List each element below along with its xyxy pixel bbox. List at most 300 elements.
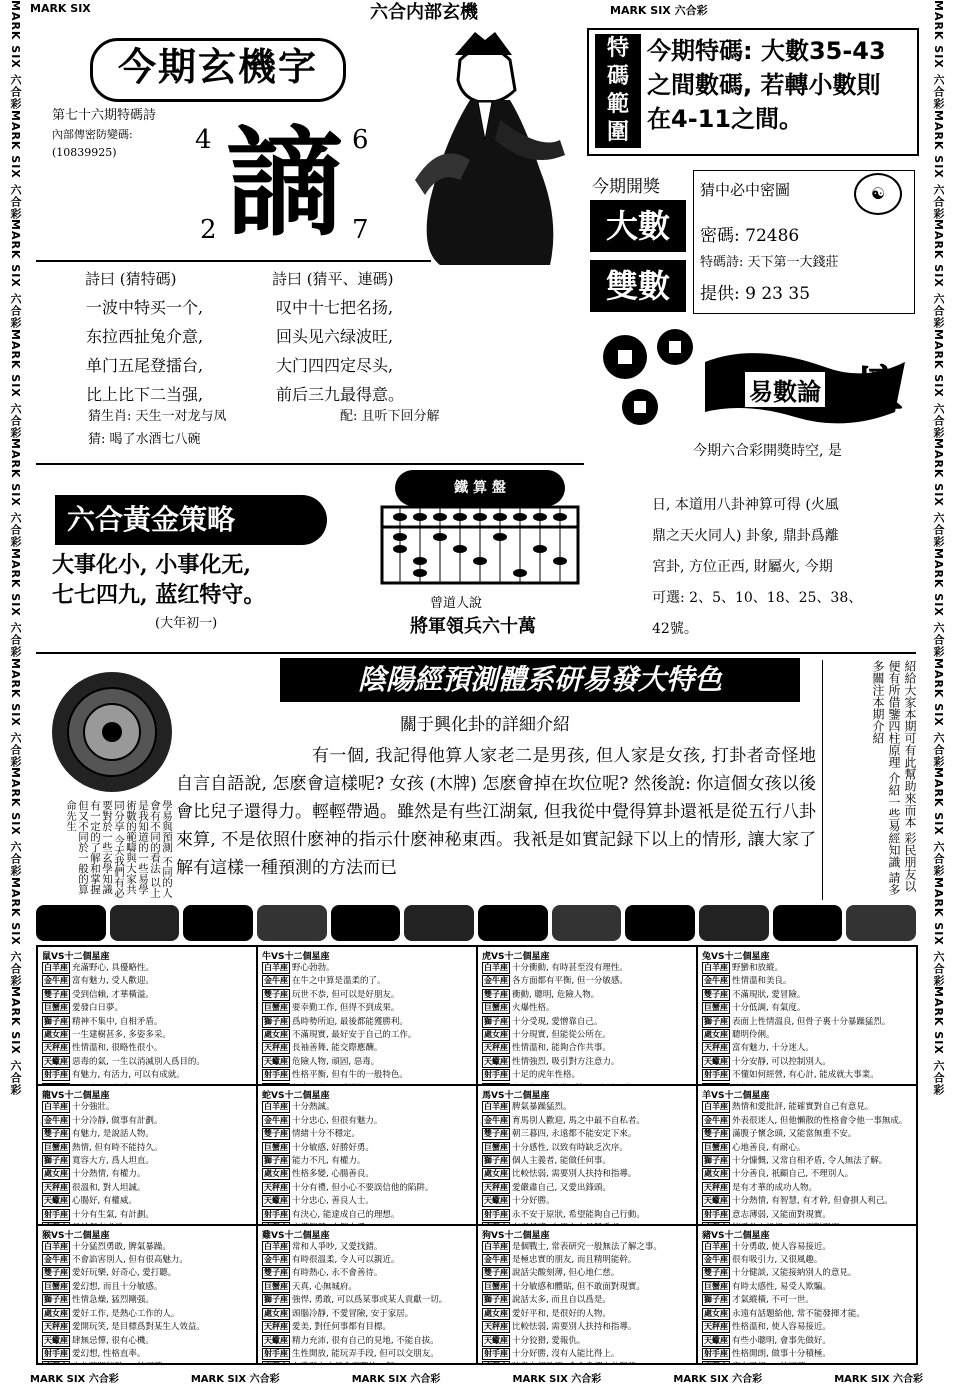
star-sign-desc: 長袖善舞, 能交際應酬。 [292, 1043, 383, 1054]
zodiac-row [482, 1241, 692, 1254]
zodiac-row [262, 1042, 472, 1055]
star-sign-desc: 玩世不恭, 但可以是好朋友。 [292, 989, 400, 1000]
star-sign-label: 射手座 [264, 1070, 288, 1080]
zodiac-cell-title: 鼠VS十二個星座 [42, 952, 110, 962]
zodiac-row [482, 1348, 692, 1361]
star-sign-desc: 十分猛烈勇敢, 脾氣暴躁。 [72, 1241, 171, 1252]
special-range-label [595, 34, 641, 148]
zodiac-cell-title: 牛VS十二個星座 [262, 952, 330, 962]
star-sign-desc: 十分熱誠。 [292, 1102, 335, 1113]
zodiac-row [702, 1042, 912, 1055]
pair-hint: 配: 且听下回分解 [340, 409, 440, 424]
star-sign-label: 天蠍座 [484, 1196, 508, 1206]
star-sign-label: 天秤座 [264, 1322, 288, 1332]
star-sign-label: 處女座 [484, 1169, 508, 1179]
guess-hint: 猜: 喝了水酒七八碗 [88, 432, 201, 447]
star-sign-desc: 衝動, 聰明, 危險人物。 [512, 989, 600, 1000]
zodiac-cell [257, 1225, 477, 1364]
zodiac-row [702, 1195, 912, 1208]
star-sign-label: 雙子座 [484, 1268, 508, 1278]
zodiac-row [262, 1101, 472, 1114]
zodiac-cell-title: 猴VS十二個星座 [42, 1230, 110, 1241]
star-sign-label: 射手座 [264, 1209, 288, 1219]
star-sign-desc: 心腸好, 有權威。 [72, 1196, 137, 1207]
star-sign-desc: 頭腦冷靜, 不愛冒險, 安于家居。 [292, 1308, 414, 1319]
star-sign-label: 射手座 [44, 1348, 68, 1358]
zodiac-row [702, 1321, 912, 1334]
star-sign-desc: 十分好勝。 [512, 1196, 555, 1207]
star-sign-desc: 十分有禮, 但小心不要誤信他的陷阱。 [292, 1182, 434, 1193]
star-sign-desc: 很有吸引力, 又很風趣。 [732, 1255, 823, 1266]
abacus-illustration [380, 505, 580, 585]
left-strip-label: MARK SIX 六合彩 [9, 876, 22, 987]
star-sign-label: 獅子座 [264, 1016, 288, 1026]
star-sign-label: 雙子座 [484, 1129, 508, 1139]
star-sign-desc: 一生建樹甚多, 多姿多采。 [72, 1030, 171, 1041]
star-sign-desc: 十分強壯。 [72, 1102, 115, 1113]
zodiac-icon [183, 905, 253, 941]
star-sign-desc: 野心勃勃。 [292, 963, 335, 973]
zodiac-row [702, 1182, 912, 1195]
zodiac-row [482, 1321, 692, 1334]
star-sign-desc: 愛嚴肅自己, 又愛出鋒頭。 [512, 1182, 611, 1193]
zodiac-cell [37, 946, 257, 1085]
yishu-title: 易數論 [745, 372, 825, 407]
star-sign-label: 天蠍座 [44, 1056, 68, 1066]
left-strip-label: MARK SIX 六合彩 [9, 0, 22, 110]
zodiac-cell-title: 兔VS十二個星座 [702, 952, 770, 962]
star-sign-desc: 有些小聰明, 會事先做好。 [732, 1335, 831, 1346]
star-sign-desc: 十分熱情, 有智慧, 有才幹, 但會損人利己。 [732, 1196, 893, 1207]
zodiac-row [702, 1056, 912, 1069]
star-sign-label: 處女座 [704, 1030, 728, 1040]
zodiac-row [482, 1155, 692, 1168]
zodiac-row [42, 1069, 252, 1082]
star-sign-desc: 十分冷靜, 做事有計劃。 [72, 1115, 163, 1126]
zodiac-row [262, 1348, 472, 1361]
star-sign-label [482, 1361, 510, 1364]
star-sign-desc: 才氣縱橫, 不可一世。 [732, 1295, 814, 1306]
star-sign-desc: 永不安于原狀, 希望能夠自己行動。 [512, 1209, 645, 1220]
star-sign-desc: 強悍, 勇敢, 可以爲某事或某人貢獻一切。 [292, 1295, 448, 1306]
zodiac-cell [257, 1085, 477, 1224]
zodiac-row [482, 1142, 692, 1155]
zodiac-row [262, 1195, 472, 1208]
star-sign-label: 獅子座 [44, 1016, 68, 1026]
secret-chart-icon: ☯ [854, 173, 902, 215]
zodiac-row [42, 1254, 252, 1267]
star-sign-label: 天秤座 [704, 1043, 728, 1053]
zodiac-cell-title: 雞VS十二個星座 [262, 1230, 330, 1241]
star-sign-label: 獅子座 [704, 1295, 728, 1305]
star-sign-label: 獅子座 [484, 1016, 508, 1026]
zodiac-row [262, 1069, 472, 1082]
zodiac-row [702, 1002, 912, 1015]
star-sign-desc: 愛好玩樂, 好奇心, 愛打聽。 [72, 1268, 177, 1279]
zodiac-icon [846, 905, 916, 941]
star-sign-label: 天蠍座 [484, 1056, 508, 1066]
star-sign-desc: 是極忠實的朋友, 而且精明能幹。 [512, 1255, 637, 1266]
star-sign-desc: 各方面都有平衡, 但一分敏感。 [512, 976, 628, 987]
star-sign-desc: 愛幻想, 性格直率。 [72, 1348, 146, 1359]
star-sign-desc: 十分熱情, 有權力。 [72, 1169, 146, 1180]
star-sign-desc: 火爆性格。 [512, 1003, 555, 1014]
phone-number: (10839925) [52, 146, 117, 159]
zodiac-row [482, 1361, 692, 1364]
star-sign-label: 天蠍座 [704, 1196, 728, 1206]
star-sign-label: 天蠍座 [264, 1196, 288, 1206]
star-sign-desc: 生性開放, 能玩弄手段, 但可以交朋友。 [292, 1348, 439, 1359]
star-sign-desc: 精力充沛, 很有自己的見地, 不能自拔。 [292, 1335, 439, 1346]
star-sign-desc: 性格多變, 心腸善良。 [292, 1169, 374, 1180]
star-sign-label: 射手座 [484, 1348, 508, 1358]
star-sign-label [262, 1361, 290, 1364]
poem-head-special: 詩曰 (猜特碼) [85, 270, 177, 288]
star-sign-label: 金牛座 [484, 976, 508, 986]
star-sign-label: 白羊座 [264, 1241, 288, 1251]
mystery-word-title: 今期玄機字 [117, 44, 318, 89]
zodiac-row [262, 1128, 472, 1141]
zodiac-row [262, 975, 472, 988]
star-sign-label: 金牛座 [44, 976, 68, 986]
star-sign-label: 獅子座 [484, 1295, 508, 1305]
abacus-line: 將軍領兵六十萬 [410, 616, 536, 637]
zodiac-row [262, 1142, 472, 1155]
yishu-text-line: 42號。 [652, 621, 698, 637]
zodiac-cell [697, 1085, 917, 1224]
bottom-brand-strip [30, 1370, 923, 1388]
zodiac-row [702, 1016, 912, 1029]
inner-code-label: 內部傳密防變碼: [52, 128, 133, 141]
star-sign-label: 金牛座 [704, 976, 728, 986]
star-sign-desc: 說話太多, 而且自以爲是。 [512, 1295, 611, 1306]
guess-zodiac: 猜生肖: 天生一对龙与凤 [88, 409, 227, 424]
star-sign-desc: 熱情, 但有時不能持久。 [72, 1142, 163, 1153]
range-label-char: 範 [606, 91, 629, 117]
right-strip-label: MARK SIX 六合彩 [932, 438, 945, 549]
poem-line: 前后三九最得意。 [276, 385, 405, 404]
top-right-label: MARK SIX 六合彩 [610, 4, 708, 17]
zodiac-cell-title: 羊VS十二個星座 [702, 1091, 770, 1102]
star-sign-label: 金牛座 [44, 1255, 68, 1265]
left-strip-label: MARK SIX 六合彩 [9, 438, 22, 549]
zodiac-row [702, 1294, 912, 1307]
left-strip-label: MARK SIX 六合彩 [9, 219, 22, 329]
zodiac-row [702, 1361, 912, 1364]
star-sign-desc: 性格溫和, 使人容易接近。 [732, 1322, 831, 1333]
article-banner: 陰陽經預測體系研易發大特色 [280, 658, 800, 702]
right-strip-label: MARK SIX 六合彩 [932, 767, 945, 877]
star-sign-label: 白羊座 [484, 1241, 508, 1251]
star-sign-desc: 不會諂害別人, 但有很高魅力。 [72, 1255, 188, 1266]
zodiac-row [42, 1016, 252, 1029]
zodiac-row [702, 1155, 912, 1168]
star-sign-label: 天秤座 [484, 1043, 508, 1053]
star-sign-label: 射手座 [704, 1209, 728, 1219]
star-sign-label: 天秤座 [264, 1182, 288, 1192]
star-sign-desc: 惡毒的氣, 一生以消滅別人爲目的。 [72, 1056, 205, 1067]
star-sign-label: 射手座 [704, 1070, 728, 1080]
zodiac-cell-title: 馬VS十二個星座 [482, 1091, 550, 1102]
star-sign-label: 天秤座 [484, 1182, 508, 1192]
star-sign-desc: 十分有生氣, 有計劃。 [72, 1209, 154, 1220]
zodiac-row [702, 1308, 912, 1321]
star-sign-label: 天蠍座 [44, 1335, 68, 1345]
star-sign-label: 巨蟹座 [44, 1003, 68, 1013]
star-sign-label: 處女座 [484, 1030, 508, 1040]
zodiac-row [42, 1182, 252, 1195]
star-sign-desc: 天真, 心無城府。 [292, 1281, 357, 1292]
zodiac-row [42, 1002, 252, 1015]
star-sign-label: 天秤座 [484, 1322, 508, 1332]
zodiac-icon-bar [36, 905, 916, 941]
left-brand-strip [0, 0, 30, 1391]
star-sign-label: 處女座 [484, 1308, 508, 1318]
left-strip-label: MARK SIX 六合彩 [9, 548, 22, 658]
right-strip-label: MARK SIX 六合彩 [932, 986, 945, 1097]
special-poem: 特碼詩: 天下第一大錢莊 [700, 255, 839, 270]
left-strip-label: MARK SIX 六合彩 [9, 657, 22, 768]
poem-line: 大门四四定尽头, [276, 356, 394, 375]
star-sign-desc: 是個戰士, 常表研究一般無法了解之事。 [512, 1241, 662, 1252]
star-sign-desc: 十分忠心, 善良人士。 [292, 1196, 374, 1207]
zodiac-row [482, 1335, 692, 1348]
star-sign-label: 金牛座 [264, 976, 288, 986]
zodiac-icon [773, 905, 843, 941]
star-sign-label: 白羊座 [484, 1102, 508, 1112]
poem-right-column [276, 293, 404, 409]
zodiac-cell [477, 946, 697, 1085]
star-sign-desc: 比較怯弱, 需要別人扶持和指導。 [512, 1322, 637, 1333]
star-sign-desc: 愛幻想, 而且十分敏感。 [72, 1281, 163, 1292]
zodiac-cell [257, 946, 477, 1085]
zodiac-row [482, 1182, 692, 1195]
star-sign-label: 巨蟹座 [704, 1142, 728, 1152]
zodiac-icon [36, 905, 106, 941]
star-sign-label: 金牛座 [484, 1255, 508, 1265]
zodiac-row [482, 1029, 692, 1042]
zodiac-row [262, 1182, 472, 1195]
top-center-title: 六合内部玄機 [370, 2, 478, 23]
zodiac-row [42, 962, 252, 975]
divider [36, 652, 916, 654]
star-sign-desc: 很溫和, 對人坦誠。 [72, 1182, 146, 1193]
star-sign-label: 巨蟹座 [44, 1142, 68, 1152]
zodiac-row [702, 1115, 912, 1128]
zodiac-row [42, 1029, 252, 1042]
star-sign-label: 獅子座 [264, 1295, 288, 1305]
star-sign-desc: 要幸勤工作, 但得不到成果。 [292, 1003, 400, 1014]
star-sign-label: 天蠍座 [704, 1335, 728, 1345]
star-sign-label: 天秤座 [44, 1322, 68, 1332]
star-sign-desc: 滿腹子懷念頭, 又能當無重不安。 [732, 1129, 857, 1140]
article-side-right: 紹給大家本期可有此幫助來而本 彩民朋友以便有所借鑒四柱原理 介紹一些易經知識 請多多關注本期介紹 [822, 660, 918, 900]
star-sign-desc: 受到信賴, 才華橫溢。 [72, 989, 154, 1000]
open-label: 今期開獎 [592, 177, 660, 197]
star-sign-label: 金牛座 [704, 1115, 728, 1125]
star-sign-desc: 十分低調, 有氣度。 [732, 1003, 806, 1014]
star-sign-label: 射手座 [44, 1209, 68, 1219]
star-sign-desc: 十分現實, 但能從公所在。 [512, 1030, 611, 1041]
zodiac-row [262, 1241, 472, 1254]
star-sign-desc: 有時熱心, 永不會善待。 [292, 1268, 383, 1279]
star-sign-label: 白羊座 [44, 1102, 68, 1112]
zodiac-cell [697, 946, 917, 1085]
poem-line: 单门五尾登擂台, [86, 356, 204, 375]
star-sign-desc: 十分健談, 又能接納別人的意見。 [732, 1268, 857, 1279]
star-sign-label: 天秤座 [704, 1322, 728, 1332]
star-sign-desc: 寬容大方, 爲人坦直。 [72, 1155, 154, 1166]
star-sign-desc: 精神不集中, 自相矛盾。 [72, 1016, 163, 1027]
poem-head-plain: 詩曰 (猜平、連碼) [272, 270, 394, 288]
zodiac-row [482, 1168, 692, 1181]
star-sign-desc: 十分敏感, 好勝好勇。 [292, 1142, 374, 1153]
star-sign-label: 白羊座 [704, 1102, 728, 1112]
zodiac-row [262, 1321, 472, 1334]
star-sign-label: 雙子座 [264, 1129, 288, 1139]
zodiac-row [262, 1002, 472, 1015]
right-strip-label: MARK SIX 六合彩 [932, 548, 945, 658]
zodiac-row [482, 1308, 692, 1321]
star-sign-desc: 有時太感性, 易受人欺騙。 [732, 1281, 831, 1292]
star-sign-label: 金牛座 [44, 1115, 68, 1125]
zodiac-row [702, 1168, 912, 1181]
article-side-left: 學易與預測 不同的人會有不同的看法 以上是我知道的一些易學術數的範疇與大家共同分享 今天我們有必要對於一些玄學知識有一定的了解和掌握 但又不同於一般的算命先生 [65, 800, 173, 898]
star-sign-label: 巨蟹座 [264, 1142, 288, 1152]
left-strip-label: MARK SIX 六合彩 [9, 109, 22, 220]
right-strip-label: MARK SIX 六合彩 [932, 328, 945, 439]
star-sign-label: 巨蟹座 [484, 1281, 508, 1291]
bagua-compass-image [48, 668, 176, 796]
zodiac-row [482, 1069, 692, 1082]
star-sign-label: 巨蟹座 [264, 1003, 288, 1013]
zodiac-row [702, 1101, 912, 1114]
star-sign-desc: 個人主義者, 能做任何事。 [512, 1155, 611, 1166]
zodiac-row [702, 1209, 912, 1222]
article-subtitle: 關于興化卦的詳細介紹 [400, 715, 570, 735]
star-sign-label [702, 1361, 730, 1364]
bottom-strip-label: MARK SIX 六合彩 [351, 1374, 441, 1385]
zodiac-row [702, 1029, 912, 1042]
zodiac-cell-title: 虎VS十二個星座 [482, 952, 550, 962]
star-sign-desc: 十分勇敢, 使人容易接近。 [732, 1241, 831, 1252]
divider [36, 260, 431, 262]
zodiac-row [42, 975, 252, 988]
zodiac-row [42, 1361, 252, 1364]
star-sign-label: 巨蟹座 [264, 1281, 288, 1291]
zodiac-row [702, 975, 912, 988]
zodiac-row [482, 1101, 692, 1114]
zodiac-icon [699, 905, 769, 941]
corner-number-tl: 4 [195, 125, 212, 155]
star-sign-label: 金牛座 [264, 1115, 288, 1125]
bottom-strip-label: MARK SIX 六合彩 [512, 1374, 602, 1385]
zodiac-row [262, 989, 472, 1002]
star-sign-label: 巨蟹座 [44, 1281, 68, 1291]
star-sign-desc [512, 1362, 645, 1364]
star-sign-desc: 愛美, 對任何事都有目標。 [292, 1322, 391, 1333]
zodiac-row [42, 1056, 252, 1069]
range-line: 今期特碼: 大數35-43 [647, 37, 886, 65]
star-sign-label: 獅子座 [264, 1155, 288, 1165]
zodiac-cell [697, 1225, 917, 1364]
star-sign-label: 白羊座 [484, 963, 508, 972]
zodiac-cell-title: 豬VS十二個星座 [702, 1230, 770, 1241]
zodiac-row [42, 1142, 252, 1155]
star-sign-desc: 有魅力, 有活力, 可以有成就。 [72, 1070, 185, 1081]
star-sign-desc: 育馬別人歡迎, 馬之中最不自私者。 [512, 1115, 645, 1126]
zodiac-row [42, 1168, 252, 1181]
star-sign-desc: 聰明伶俐。 [732, 1030, 775, 1041]
strategy-line: 大事化小, 小事化无, [52, 552, 251, 578]
star-sign-desc: 十分狡猾, 愛報仇。 [512, 1335, 586, 1346]
left-strip-label: MARK SIX 六合彩 [9, 986, 22, 1097]
zodiac-row [482, 962, 692, 975]
zodiac-row [262, 1335, 472, 1348]
right-strip-label: MARK SIX 六合彩 [932, 109, 945, 220]
strategy-title: 六合黃金策略 [55, 495, 327, 545]
zodiac-row [42, 1155, 252, 1168]
star-sign-label: 獅子座 [44, 1155, 68, 1165]
star-sign-label: 天秤座 [44, 1182, 68, 1192]
zodiac-row [42, 1241, 252, 1254]
star-sign-desc: 十分受現, 愛憎靠自己。 [512, 1016, 603, 1027]
star-sign-label: 天蠍座 [264, 1335, 288, 1345]
star-sign-label: 雙子座 [704, 989, 728, 999]
zodiac-row [482, 1281, 692, 1294]
star-sign-label [42, 1361, 70, 1364]
zodiac-row [702, 1069, 912, 1082]
star-sign-label: 白羊座 [264, 1102, 288, 1112]
zodiac-row [482, 1128, 692, 1141]
star-sign-desc: 十分慷慨, 又常自相矛盾, 令人無法了解。 [732, 1155, 888, 1166]
zodiac-row [262, 1361, 472, 1364]
star-sign-desc: 十分忠心, 但很有魅力。 [292, 1115, 383, 1126]
star-sign-desc: 比較怯弱, 需要別人扶持和指導。 [512, 1169, 637, 1180]
special-range-text [647, 34, 886, 136]
star-sign-label: 金牛座 [704, 1255, 728, 1265]
star-sign-label: 天秤座 [44, 1043, 68, 1053]
star-sign-label: 處女座 [44, 1169, 68, 1179]
range-line: 在4-11之間。 [647, 105, 804, 133]
star-sign-desc [72, 1362, 171, 1364]
star-sign-desc: 十分感性, 以致有時缺乏次序。 [512, 1142, 628, 1153]
abacus-note: 曾道人說 [430, 596, 483, 611]
star-sign-desc [732, 1362, 814, 1364]
zodiac-row [702, 1281, 912, 1294]
star-sign-desc: 不滿現實, 最好安于自己的工作。 [292, 1030, 417, 1041]
zodiac-row [262, 1254, 472, 1267]
right-brand-strip [923, 0, 953, 1391]
star-sign-desc: 性情溫和, 能夠合作共事。 [512, 1043, 611, 1054]
star-sign-label: 天秤座 [264, 1043, 288, 1053]
star-sign-desc: 脾氣暴躁猛烈。 [512, 1102, 572, 1113]
star-sign-desc: 情緒十分不穩定。 [292, 1129, 361, 1140]
zodiac-row [702, 962, 912, 975]
star-sign-label: 巨蟹座 [704, 1281, 728, 1291]
strategy-lines [52, 550, 265, 610]
star-sign-desc: 有魅力, 是說話人物。 [72, 1129, 154, 1140]
star-sign-desc: 表面上性情溫良, 但骨子裏十分暴躁猛烈。 [732, 1016, 891, 1027]
zodiac-row [262, 1016, 472, 1029]
zodiac-row [42, 1281, 252, 1294]
star-sign-label: 處女座 [264, 1169, 288, 1179]
zodiac-row [702, 1142, 912, 1155]
star-sign-label: 雙子座 [264, 989, 288, 999]
abacus-title: 鐵 算 盤 [395, 470, 565, 506]
range-label-char: 特 [606, 35, 629, 61]
star-sign-label: 獅子座 [44, 1295, 68, 1305]
